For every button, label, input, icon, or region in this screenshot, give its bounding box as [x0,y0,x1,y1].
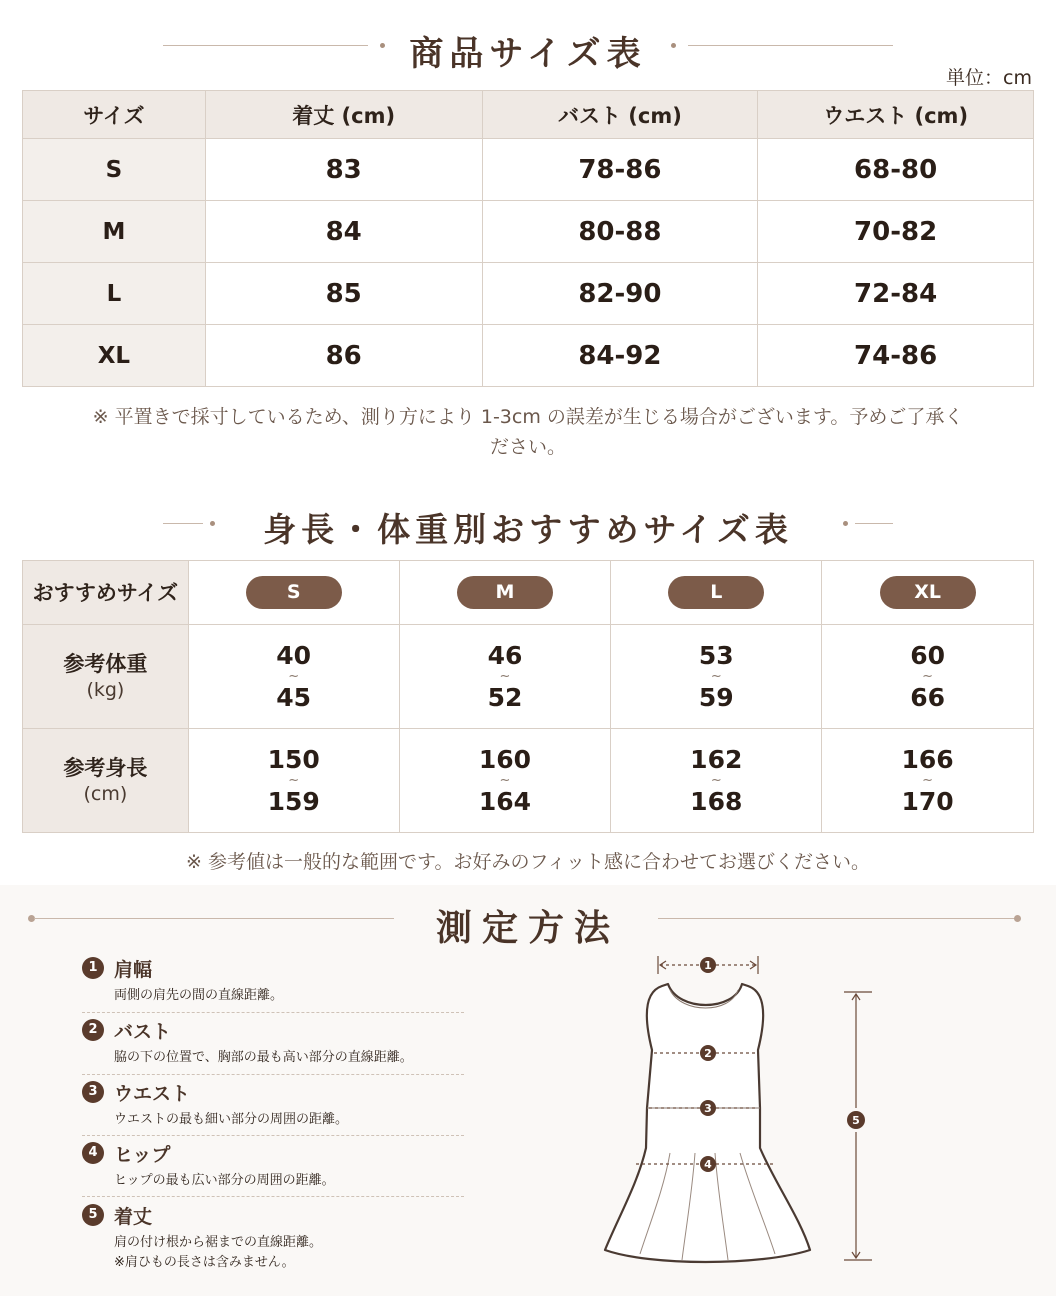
recommend-table [22,560,1034,833]
number-badge: 5 [82,1204,104,1226]
dress-outline [605,984,810,1262]
title-dot-right [1014,915,1021,922]
length-cell: 86 [205,325,482,387]
recommend-chart-note: ※ 参考値は一般的な範囲です。お好みのフィット感に合わせてお選びください。 [186,851,870,873]
number-badge: 4 [82,1142,104,1164]
marker-4-label: 4 [704,1158,712,1171]
weight-label: 参考体重 [63,651,148,676]
height-unit: (cm) [83,782,128,805]
size-table-header-row [23,91,1034,139]
weight-max: 45 [276,682,312,712]
measure-desc: ウエストの最も細い部分の周囲の距離。 [114,1112,349,1127]
divider [82,1012,464,1013]
recommend-size-row [23,561,1034,625]
bust-cell: 84-92 [482,325,758,387]
title-rule-right [855,523,893,524]
title-rule-right [658,918,1018,919]
unit-note: 単位：cm [946,67,1032,89]
weight-range-cell [822,625,1034,729]
range-tilde: ~ [710,772,722,788]
size-pill-xl: XL [880,576,976,609]
marker-1-label: 1 [704,959,712,972]
weight-max: 52 [487,682,523,712]
height-range-cell [822,729,1034,833]
size-chart-note-line2: ださい。 [489,436,566,458]
size-pill-cell [822,561,1034,625]
size-pill-m: M [457,576,553,609]
weight-range-cell [611,625,822,729]
marker-badge-4 [700,1156,716,1172]
size-chart-note [40,402,1016,462]
size-pill-s: S [246,576,342,609]
table-row [23,263,1034,325]
marker-3-label: 3 [704,1102,712,1115]
height-range-cell [188,729,399,833]
size-chart-title: 商品サイズ表 [409,34,647,74]
divider [82,1196,464,1197]
recommend-size-label: おすすめサイズ [23,561,189,625]
header-waist: ウエスト (cm) [758,91,1034,139]
number-badge: 2 [82,1019,104,1041]
weight-range-cell [399,625,611,729]
marker-5-label: 5 [852,1114,860,1127]
weight-max: 66 [910,682,945,712]
range-tilde: ~ [922,668,934,684]
header-length: 着丈 (cm) [205,91,482,139]
height-max: 170 [901,786,954,816]
size-cell: M [23,201,206,263]
height-range-cell [611,729,822,833]
measure-title: ウエスト [114,1083,191,1105]
size-cell: S [23,139,206,201]
weight-label-cell [23,625,189,729]
weight-row [23,625,1034,729]
weight-min: 40 [276,640,312,670]
length-cell: 83 [205,139,482,201]
size-table [22,90,1034,387]
bust-cell: 82-90 [482,263,758,325]
weight-max: 59 [698,682,734,712]
divider [82,1135,464,1136]
size-pill-cell [611,561,822,625]
height-range-cell [399,729,611,833]
weight-min: 53 [698,640,734,670]
header-size: サイズ [23,91,206,139]
title-rule-right [688,45,893,46]
range-tilde: ~ [922,772,934,788]
height-max: 159 [267,786,320,816]
height-label: 参考身長 [63,755,148,780]
height-min: 150 [267,744,320,774]
height-label-cell [23,729,189,833]
weight-unit: (kg) [86,678,125,701]
bust-cell: 78-86 [482,139,758,201]
bust-cell: 80-88 [482,201,758,263]
table-row [23,325,1034,387]
waist-cell: 68-80 [758,139,1034,201]
size-pill-cell [399,561,611,625]
length-cell: 85 [205,263,482,325]
measure-desc: 両側の肩先の間の直線距離。 [114,988,284,1003]
size-pill-l: L [668,576,764,609]
range-tilde: ~ [288,772,300,788]
measure-title: バスト [114,1021,172,1043]
weight-min: 46 [487,640,523,670]
recommend-chart-title: 身長・体重別おすすめサイズ表 [263,510,793,549]
measurement-title: 測定方法 [435,907,620,949]
length-cell: 84 [205,201,482,263]
divider [82,1074,464,1075]
height-row [23,729,1034,833]
measure-title: ヒップ [114,1144,171,1166]
number-badge: 3 [82,1081,104,1103]
header-bust: バスト (cm) [482,91,758,139]
dress-diagram [590,948,890,1278]
height-min: 166 [901,744,954,774]
measure-desc: ヒップの最も広い部分の周囲の距離。 [114,1173,335,1188]
title-dot-right [843,521,848,526]
marker-badge-1 [700,957,716,973]
height-max: 168 [690,786,743,816]
title-dot-right [671,43,676,48]
size-cell: L [23,263,206,325]
weight-min: 60 [910,640,945,670]
number-badge: 1 [82,957,104,979]
measure-desc: 脇の下の位置で、胸部の最も高い部分の直線距離。 [114,1050,413,1065]
measure-desc-line1: 肩の付け根から裾までの直線距離。 [114,1235,323,1250]
marker-badge-3 [700,1100,716,1116]
height-min: 162 [690,744,743,774]
height-max: 164 [478,786,532,816]
measure-title: 肩幅 [114,959,153,981]
measure-desc [114,1233,322,1273]
measure-desc-line2: ※肩ひもの長さは含みません。 [114,1255,295,1270]
waist-cell: 70-82 [758,201,1034,263]
size-chart-note-line1: ※ 平置きで採寸しているため、測り方により 1-3cm の誤差が生じる場合がございます。予めご了承く [92,406,964,428]
weight-range-cell [188,625,399,729]
table-row [23,201,1034,263]
marker-badge-5 [847,1111,865,1129]
height-min: 160 [478,744,532,774]
marker-badge-2 [700,1045,716,1061]
marker-2-label: 2 [704,1047,712,1060]
size-pill-cell [188,561,399,625]
waist-cell: 72-84 [758,263,1034,325]
table-row [23,139,1034,201]
waist-cell: 74-86 [758,325,1034,387]
measure-title: 着丈 [114,1206,153,1228]
range-tilde: ~ [499,772,511,788]
size-cell: XL [23,325,206,387]
range-tilde: ~ [710,668,722,684]
range-tilde: ~ [288,668,300,684]
range-tilde: ~ [499,668,511,684]
